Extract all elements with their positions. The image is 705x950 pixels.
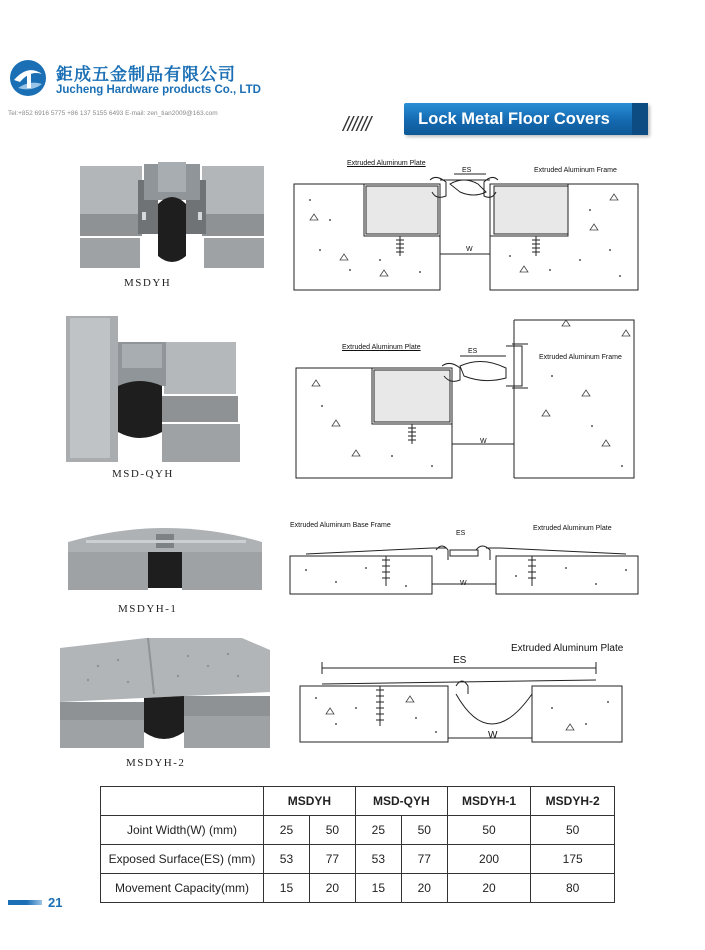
table-cell: 77 xyxy=(401,845,447,874)
table-cell: 77 xyxy=(309,845,355,874)
company-name-english: Jucheng Hardware products Co., LTD xyxy=(56,84,261,96)
d3-label-plate: Extruded Aluminum Plate xyxy=(533,525,612,532)
banner-tail xyxy=(632,103,648,135)
table-cell: 50 xyxy=(401,816,447,845)
table-cell: 15 xyxy=(355,874,401,903)
d3-label-w: W xyxy=(460,580,467,587)
product-photo-msdyh xyxy=(78,160,266,270)
page-number-bar xyxy=(8,900,42,905)
table-cell: 50 xyxy=(447,816,531,845)
table-row-label: Movement Capacity(mm) xyxy=(101,874,264,903)
table-cell: 50 xyxy=(309,816,355,845)
table-row xyxy=(101,845,615,874)
d3-label-es: ES xyxy=(456,530,466,537)
decorative-slashes: ////// xyxy=(343,114,371,136)
table-row xyxy=(101,874,615,903)
d2-label-plate: Extruded Aluminum Plate xyxy=(342,344,421,351)
section-title: Lock Metal Floor Covers xyxy=(418,110,610,128)
drawing-msdyh xyxy=(290,160,642,292)
page-number: 21 xyxy=(48,895,63,910)
d4-label-w: W xyxy=(488,730,498,741)
table-header-row xyxy=(101,787,615,816)
contact-info: Tel:+852 6916 5775 +86 137 5155 6493 E-mail: zen_tian2009@163.com xyxy=(8,110,218,117)
table-header-cell: MSDYH xyxy=(263,787,355,816)
table-cell: 15 xyxy=(263,874,309,903)
d2-label-w: W xyxy=(480,438,487,445)
table-cell: 20 xyxy=(309,874,355,903)
table-cell: 25 xyxy=(263,816,309,845)
product-photo-msd-qyh xyxy=(64,312,260,464)
table-cell: 50 xyxy=(531,816,615,845)
table-cell: 25 xyxy=(355,816,401,845)
d2-label-frame: Extruded Aluminum Frame xyxy=(539,354,622,361)
product-label-msdyh: MSDYH xyxy=(124,277,172,289)
table-cell: 53 xyxy=(263,845,309,874)
company-logo-icon xyxy=(8,58,48,98)
table-cell: 53 xyxy=(355,845,401,874)
product-label-msd-qyh: MSD-QYH xyxy=(112,468,174,480)
company-name-chinese: 鉅成五金制品有限公司 xyxy=(56,65,236,85)
product-label-msdyh-1: MSDYH-1 xyxy=(118,603,178,615)
table-cell: 200 xyxy=(447,845,531,874)
drawing-msd-qyh xyxy=(292,316,638,484)
d4-label-es: ES xyxy=(453,655,467,666)
spec-table xyxy=(100,786,615,903)
table-cell: 175 xyxy=(531,845,615,874)
table-header-cell: MSD-QYH xyxy=(355,787,447,816)
product-photo-msdyh-1 xyxy=(66,512,264,594)
table-cell: 20 xyxy=(401,874,447,903)
table-cell: 20 xyxy=(447,874,531,903)
section-banner xyxy=(404,103,648,135)
d3-label-base-frame: Extruded Aluminum Base Frame xyxy=(290,522,391,529)
table-row-label: Exposed Surface(ES) (mm) xyxy=(101,845,264,874)
table-row-label: Joint Width(W) (mm) xyxy=(101,816,264,845)
drawing-msdyh-2 xyxy=(296,658,626,746)
d1-label-w: W xyxy=(466,246,473,253)
table-header-cell: MSDYH-2 xyxy=(531,787,615,816)
d4-label-plate: Extruded Aluminum Plate xyxy=(511,643,624,654)
product-photo-msdyh-2 xyxy=(58,636,272,750)
table-row xyxy=(101,816,615,845)
d2-label-es: ES xyxy=(468,348,478,355)
d1-label-es: ES xyxy=(462,167,472,174)
product-label-msdyh-2: MSDYH-2 xyxy=(126,757,186,769)
d1-label-frame: Extruded Aluminum Frame xyxy=(534,167,617,174)
d1-label-plate: Extruded Aluminum Plate xyxy=(347,160,426,167)
table-header-cell: MSDYH-1 xyxy=(447,787,531,816)
table-cell: 80 xyxy=(531,874,615,903)
table-corner-cell xyxy=(101,787,264,816)
